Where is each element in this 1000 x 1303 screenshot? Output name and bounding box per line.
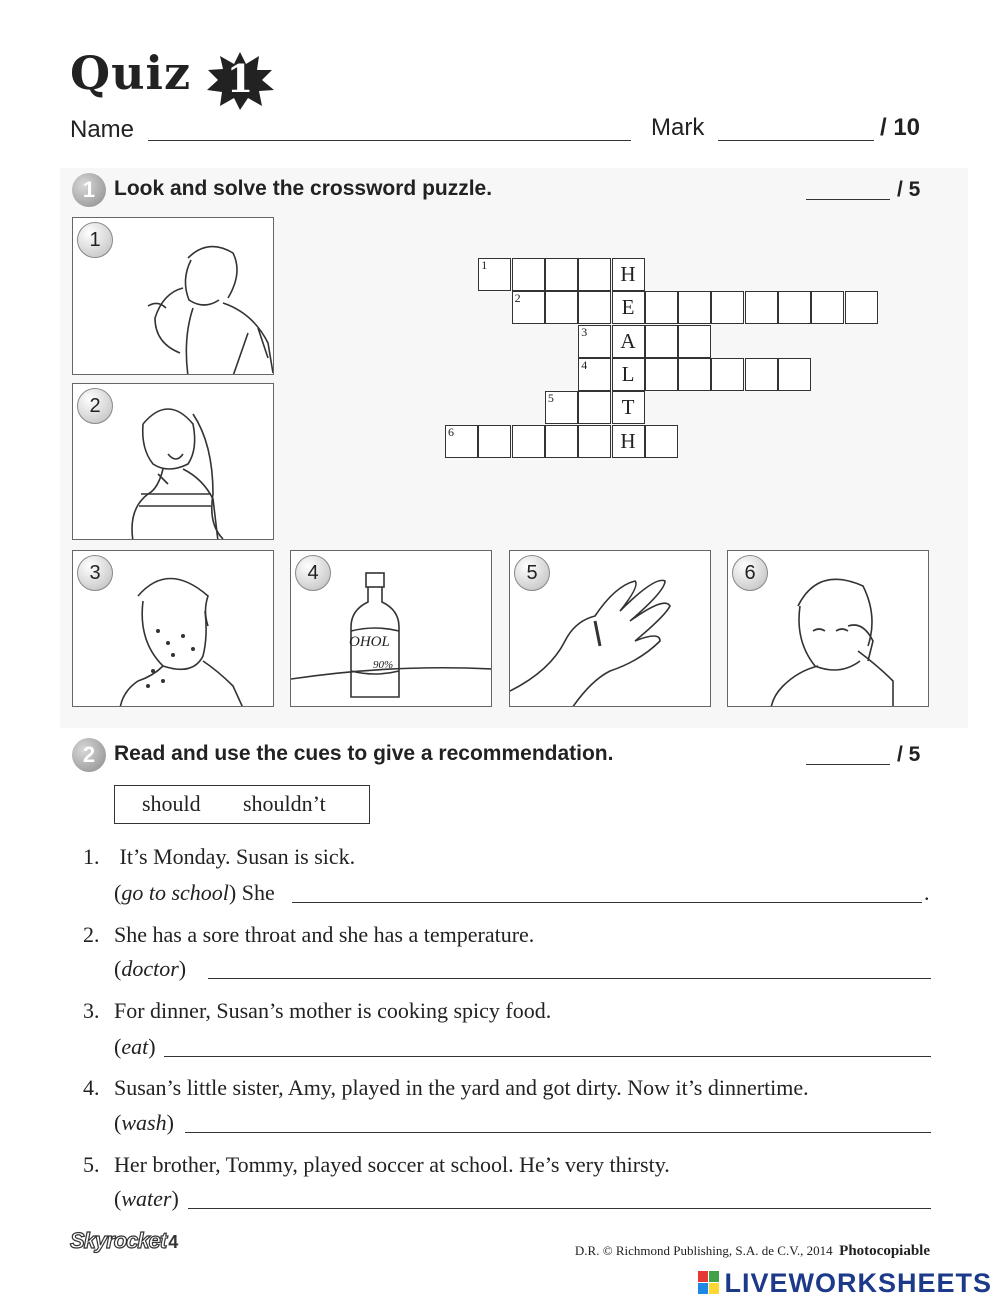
word-bank: [114, 785, 370, 824]
question-text: It’s Monday. Susan is sick.: [114, 844, 356, 869]
series-level: 4: [168, 1232, 178, 1252]
clue-number: 6: [448, 424, 454, 439]
question-5: [0, 1152, 1000, 1222]
answer-input[interactable]: [208, 978, 931, 979]
section1-number: 1: [72, 173, 106, 207]
question-cue: (wash): [114, 1110, 174, 1135]
question-number: 5.: [83, 1152, 100, 1177]
crossword-cell[interactable]: [578, 325, 611, 358]
crossword-cell: [612, 391, 645, 424]
crossword-cell[interactable]: [578, 358, 611, 391]
word-bank-should: should: [142, 791, 201, 816]
crossword-cell[interactable]: [678, 291, 711, 324]
clue-number: 1: [481, 258, 488, 272]
crossword-cell[interactable]: [578, 258, 611, 291]
crossword-cell[interactable]: [678, 358, 711, 391]
crossword-cell[interactable]: [745, 291, 778, 324]
crossword-cell[interactable]: [545, 258, 578, 291]
clue-number: 2: [514, 291, 521, 306]
crossword-cell[interactable]: [478, 425, 511, 458]
picture-5: [509, 550, 711, 707]
answer-input[interactable]: [292, 902, 922, 903]
copyright-text: D.R. © Richmond Publishing, S.A. de C.V., 2014: [574, 1243, 833, 1258]
alcohol-bottle-icon: [291, 551, 492, 707]
crossword-cell[interactable]: [545, 425, 578, 458]
question-cue: (doctor): [114, 956, 187, 981]
picture-number: 5: [514, 555, 550, 591]
crossword-cell[interactable]: [745, 358, 778, 391]
given-letter: H: [620, 428, 636, 453]
word-bank-shouldnt: shouldn’t: [243, 791, 326, 816]
question-cue: (eat): [114, 1034, 156, 1059]
picture-6: [727, 550, 929, 707]
cue-text: water: [121, 1186, 172, 1211]
crossword-cell[interactable]: [845, 291, 878, 324]
crossword-cell: [612, 258, 645, 291]
liveworksheets-logo-icon: [698, 1271, 720, 1295]
answer-input[interactable]: [164, 1056, 931, 1057]
picture-4: [290, 550, 492, 707]
picture-2: [72, 383, 274, 540]
cue-text: go to school: [121, 880, 229, 905]
crossword-cell[interactable]: [645, 325, 678, 358]
quiz-number: 1: [226, 56, 254, 101]
question-2: [0, 922, 1000, 992]
picture-1: [72, 217, 274, 375]
crossword-cell[interactable]: [545, 391, 578, 424]
bottle-label: OHOL: [349, 634, 390, 650]
answer-end: .: [924, 880, 930, 905]
question-text: She has a sore throat and she has a temperature.: [114, 922, 535, 947]
crossword-cell[interactable]: [545, 291, 578, 324]
picture-3: [72, 550, 274, 707]
clue-number: 3: [581, 324, 588, 339]
crossword-cell[interactable]: [678, 325, 711, 358]
photocopiable-label: Photocopiable: [839, 1243, 930, 1259]
cue-text: doctor: [121, 956, 179, 981]
picture-number: 2: [77, 388, 113, 424]
section1-instruction: Look and solve the crossword puzzle.: [114, 177, 493, 200]
question-number: 3.: [83, 998, 100, 1023]
crossword-cell[interactable]: [578, 391, 611, 424]
given-letter: E: [621, 295, 635, 320]
mark-total: / 10: [880, 114, 921, 141]
crossword-cell[interactable]: [512, 258, 545, 291]
crossword-cell[interactable]: [778, 291, 811, 324]
given-letter: H: [620, 262, 636, 286]
crossword-cell[interactable]: [711, 291, 744, 324]
crossword-cell[interactable]: [645, 425, 678, 458]
crossword-cell[interactable]: [512, 425, 545, 458]
section2-instruction: Read and use the cues to give a recommendation.: [114, 742, 614, 765]
question-4: [0, 1075, 1000, 1145]
picture-number: 3: [77, 555, 113, 591]
crossword-cell[interactable]: [811, 291, 844, 324]
series-logo: [70, 1228, 177, 1254]
crossword-cell[interactable]: [645, 291, 678, 324]
cut-hand-icon: [510, 551, 711, 707]
boy-with-spots-icon: [73, 551, 274, 707]
crossword-cell: [612, 325, 645, 358]
copyright: [575, 1243, 930, 1260]
bottle-percent: 90%: [373, 659, 394, 671]
section2-score: / 5: [897, 743, 921, 766]
crossword-cell: [612, 425, 645, 458]
question-cue: (go to school) She: [114, 880, 275, 905]
question-3: [0, 998, 1000, 1068]
crossword-cell[interactable]: [778, 358, 811, 391]
mark-label: Mark: [651, 114, 705, 141]
question-text: For dinner, Susan’s mother is cooking spicy food.: [114, 998, 552, 1023]
crossword-cell[interactable]: [478, 258, 511, 291]
name-input[interactable]: [148, 140, 631, 141]
crossword-cell: [612, 358, 645, 391]
picture-number: 4: [295, 555, 331, 591]
question-number: 4.: [83, 1075, 100, 1100]
picture-number: 1: [77, 222, 113, 258]
section2-score-input[interactable]: [806, 764, 890, 765]
quiz-title: Quiz: [70, 46, 192, 100]
question-cue: (water): [114, 1186, 179, 1211]
name-label: Name: [70, 116, 135, 143]
crossword-grid: [445, 258, 845, 458]
question-number: 2.: [83, 922, 100, 947]
clue-number: 5: [547, 391, 554, 406]
crossword-cell: [612, 291, 645, 324]
section2-number: 2: [72, 738, 106, 772]
answer-start: She: [241, 880, 275, 905]
liveworksheets-brand: LIVEWORKSHEETS: [724, 1268, 992, 1298]
quiz-number-badge: [204, 50, 276, 110]
answer-input[interactable]: [185, 1132, 931, 1133]
clue-number: 4: [581, 357, 588, 372]
girl-sore-throat-icon: [73, 384, 274, 540]
cue-text: eat: [121, 1034, 149, 1059]
given-letter: T: [621, 395, 635, 420]
crossword-cell[interactable]: [578, 425, 611, 458]
crossword-cell[interactable]: [578, 291, 611, 324]
question-text: Susan’s little sister, Amy, played in the yard and got dirty. Now it’s dinnertime.: [114, 1075, 809, 1100]
crossword-cell[interactable]: [445, 425, 478, 458]
question-text: Her brother, Tommy, played soccer at school. He’s very thirsty.: [114, 1152, 670, 1177]
answer-input[interactable]: [188, 1208, 931, 1209]
mark-input[interactable]: [718, 140, 874, 141]
crossword-cell[interactable]: [512, 291, 545, 324]
given-letter: L: [621, 361, 635, 386]
cue-text: wash: [121, 1110, 167, 1135]
crossword-cell[interactable]: [711, 358, 744, 391]
picture-number: 6: [732, 555, 768, 591]
given-letter: A: [620, 328, 636, 353]
crossword-cell[interactable]: [645, 358, 678, 391]
series-logo-text: Skyrocket: [70, 1228, 167, 1253]
question-number: 1.: [83, 844, 100, 869]
question-1: [0, 844, 1000, 914]
section1-score: / 5: [897, 178, 921, 201]
section1-score-input[interactable]: [806, 199, 890, 200]
coughing-boy-icon: [73, 218, 274, 375]
boy-toothache-icon: [728, 551, 929, 707]
